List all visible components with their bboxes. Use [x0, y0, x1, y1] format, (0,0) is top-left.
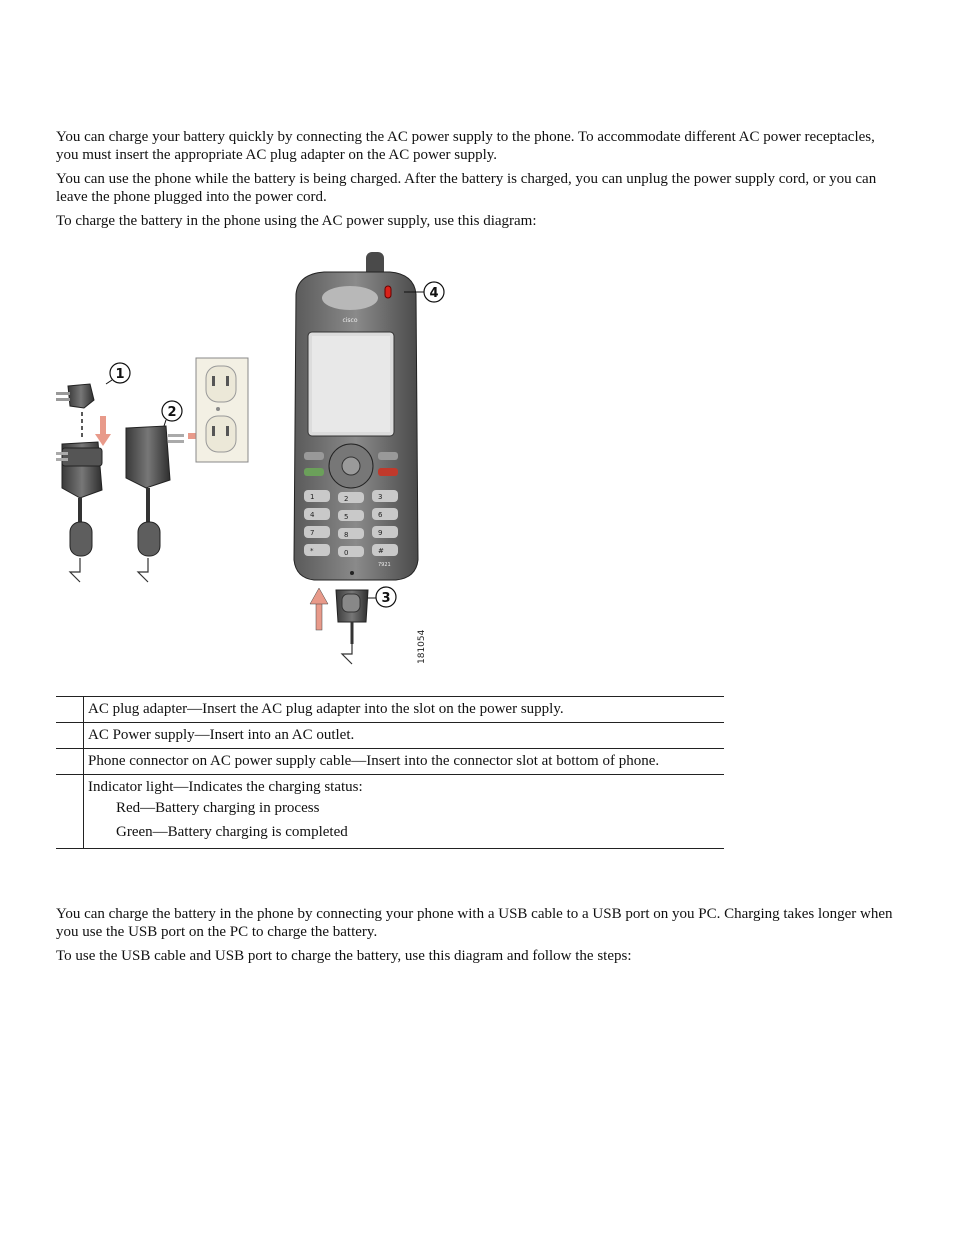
- usage-paragraph: You can use the phone while the battery is being charged. After the battery is charged, you can unplug the power supply cord, or you can leave the phone plugged into the power cord.: [56, 171, 877, 205]
- legend-row: [56, 723, 724, 749]
- legend-text-1: AC plug adapter—Insert the AC plug adapter into the slot on the power supply.: [84, 697, 725, 723]
- ac-power-supply: [126, 426, 184, 582]
- key-7: 7: [310, 529, 315, 537]
- legend-text-4: Indicator light—Indicates the charging status:: [88, 779, 363, 795]
- figure-id: 181054: [417, 629, 427, 664]
- legend-text-3: Phone connector on AC power supply cable—Insert into the connector slot at bottom of phone.: [84, 749, 725, 775]
- up-arrow-3: [310, 588, 328, 630]
- intro-paragraph: You can charge your battery quickly by connecting the AC power supply to the phone. To accommodate different AC power receptacles, you must insert the appropriate AC plug adapter on the AC power supply.: [56, 129, 875, 163]
- legend-row: [56, 775, 724, 849]
- key-8: 8: [344, 531, 349, 539]
- callout-3: 3: [381, 591, 391, 606]
- indicator-light: [385, 286, 391, 298]
- callout-2: 2: [167, 405, 177, 420]
- key-0: 0: [344, 549, 349, 557]
- legend-sub-red: Red—Battery charging in process: [116, 800, 320, 816]
- legend-text-2: AC Power supply—Insert into an AC outlet.: [84, 723, 725, 749]
- phone-connector: [336, 590, 368, 664]
- ac-plug-adapter: [56, 384, 94, 408]
- power-supply-with-adapter: [56, 442, 102, 582]
- key-5: 5: [344, 513, 349, 521]
- callout-4: 4: [429, 286, 439, 301]
- diagram-intro-paragraph: To charge the battery in the phone using the AC power supply, use this diagram:: [56, 213, 537, 229]
- usb-steps-paragraph: To use the USB cable and USB port to charge the battery, use this diagram and follow the steps:: [56, 948, 632, 964]
- key-4: 4: [310, 511, 315, 519]
- legend-row: [56, 697, 724, 723]
- key-9: 9: [378, 529, 383, 537]
- down-arrow-1: [95, 416, 111, 446]
- brand-label: cisco: [342, 317, 358, 324]
- legend-row: [56, 749, 724, 775]
- key-star: *: [310, 547, 314, 555]
- cisco-7921-phone: [294, 252, 418, 580]
- callout-1: 1: [115, 367, 125, 382]
- ac-outlet: [196, 358, 248, 462]
- charging-diagram: [40, 240, 500, 670]
- legend-sub-green: Green—Battery charging is completed: [116, 824, 348, 840]
- key-6: 6: [378, 511, 383, 519]
- key-1: 1: [310, 493, 315, 501]
- key-hash: #: [378, 547, 384, 555]
- model-label: 7921: [378, 562, 391, 568]
- key-3: 3: [378, 493, 383, 501]
- key-2: 2: [344, 495, 349, 503]
- usb-intro-paragraph: You can charge the battery in the phone by connecting your phone with a USB cable to a USB port on you PC. Charging takes longer when you use the USB port on the PC to charge the battery.: [56, 906, 893, 940]
- legend-table: [56, 696, 724, 849]
